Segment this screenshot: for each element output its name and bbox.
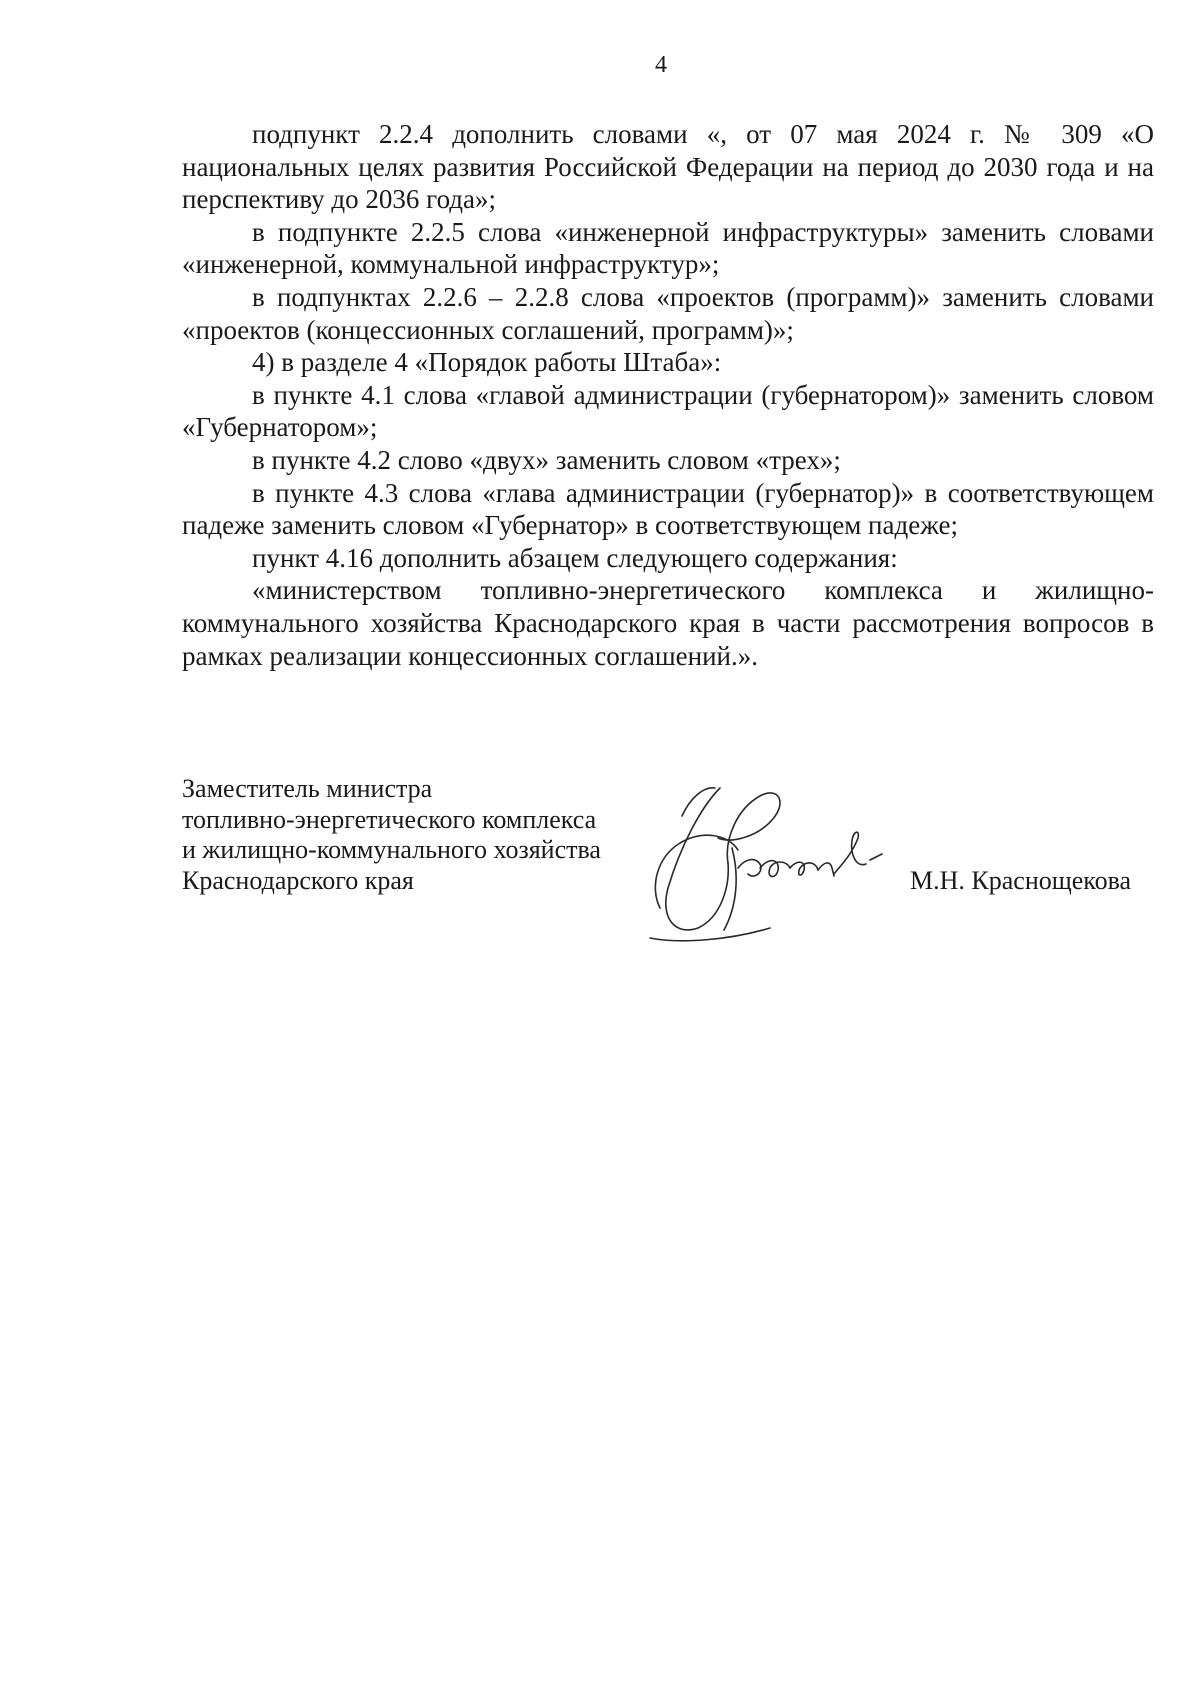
signatory-position [182, 774, 601, 896]
paragraph-point-4-3: в пункте 4.3 слова «глава администрации (губернатор)» в соответствующем падеже заменить словом «Губернатор» в соответствующем падеже; [182, 477, 1154, 541]
signatory-name: М.Н. Краснощекова [910, 866, 1132, 895]
paragraph-point-4-2: в пункте 4.2 слово «двух» заменить словом «трех»; [252, 444, 841, 475]
paragraph-point-4-16: пункт 4.16 дополнить абзацем следующего содержания: [252, 542, 898, 573]
position-line: и жилищно-коммунального хозяйства [182, 835, 601, 864]
document-body [182, 118, 1154, 672]
position-line: Краснодарского края [182, 865, 414, 895]
position-line: Заместитель министра [182, 774, 433, 803]
page-number: 4 [655, 52, 667, 78]
position-line: топливно-энергетического комплекса [182, 804, 597, 834]
paragraph-subpoint-2-2-4: подпункт 2.2.4 дополнить словами «, от 07 мая 2024 г. № 309 «О национальных целях развития Российской Федерации на период до 2030 года и на перспективу до 2036 года»; [182, 119, 1154, 215]
paragraph-subpoint-2-2-5: в подпункте 2.2.5 слова «инженерной инфраструктуры» заменить словами «инженерной, коммунальной инфраструктур»; [182, 216, 1154, 280]
paragraph-added-text: «министерством топливно-энергетического комплекса и жилищно-коммунального хозяйства Краснодарского края в части рассмотрения вопросов в рамках реализации концессионных соглашений.». [182, 575, 1154, 671]
handwritten-signature [620, 768, 890, 948]
paragraph-point-4-1: в пункте 4.1 слова «главой администрации (губернатором)» заменить словом «Губернатором»; [182, 379, 1154, 443]
paragraph-section-4: 4) в разделе 4 «Порядок работы Штаба»: [252, 347, 722, 378]
paragraph-subpoints-2-2-6-2-2-8: в подпунктах 2.2.6 – 2.2.8 слова «проектов (программ)» заменить словами «проектов (концессионных соглашений, программ)»; [182, 281, 1154, 345]
